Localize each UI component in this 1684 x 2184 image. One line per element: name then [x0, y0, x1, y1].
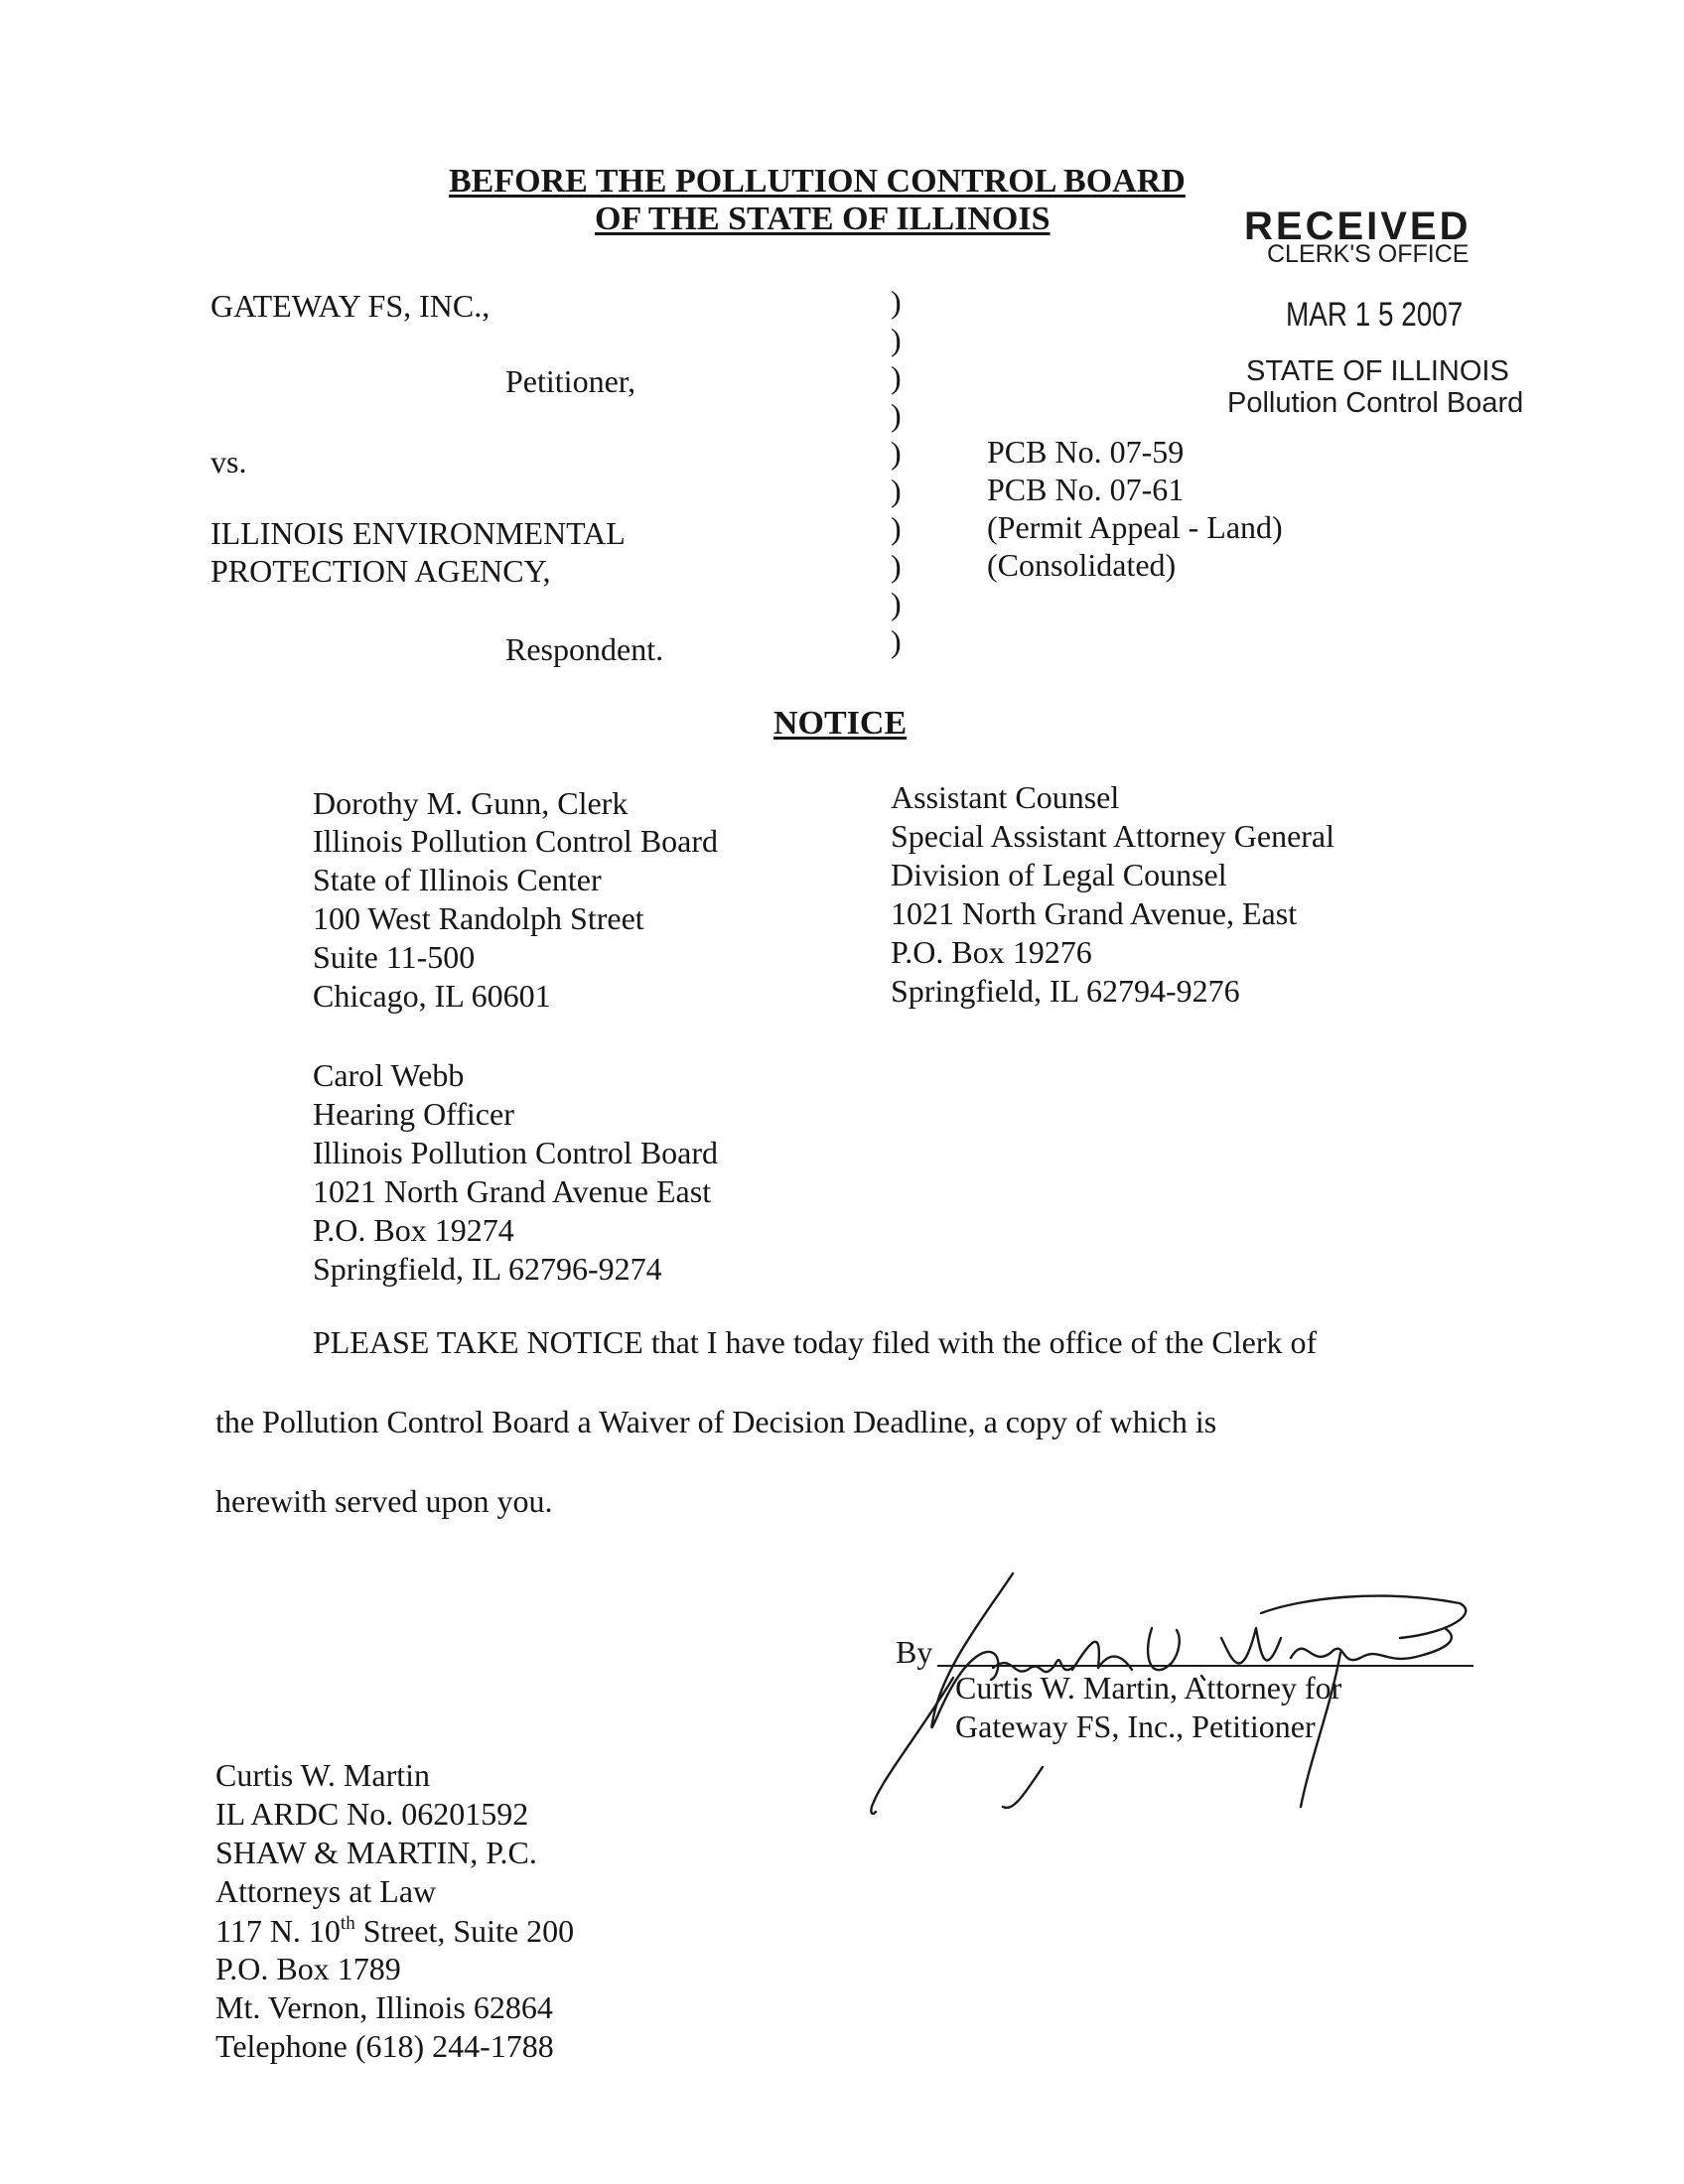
attorney-po-box: P.O. Box 1789	[215, 1951, 401, 1986]
address-line: State of Illinois Center	[313, 862, 602, 897]
respondent-line1: ILLINOIS ENVIRONMENTAL	[210, 515, 626, 551]
street-number: 117 N. 10	[215, 1913, 341, 1949]
signer-line1: Curtis W. Martin, Attorney for	[955, 1670, 1342, 1706]
address-line: Dorothy M. Gunn, Clerk	[313, 785, 629, 821]
stamp-date: MAR 1 5 2007	[1286, 296, 1464, 334]
case-line: PCB No. 07-61	[987, 472, 1185, 507]
address-line: P.O. Box 19274	[313, 1212, 514, 1248]
street-rest: Street, Suite 200	[354, 1913, 575, 1949]
versus: vs.	[210, 444, 247, 479]
address-line: 100 West Randolph Street	[313, 900, 644, 936]
petitioner-role: Petitioner,	[505, 363, 636, 399]
paren: )	[891, 548, 902, 584]
address-line: Special Assistant Attorney General	[891, 818, 1335, 854]
stamp-received: RECEIVED	[1244, 205, 1472, 248]
respondent-role: Respondent.	[505, 631, 664, 667]
attorney-name: Curtis W. Martin	[215, 1757, 431, 1793]
paren: )	[891, 510, 902, 546]
attorney-street	[215, 1914, 574, 1947]
street-suffix: th	[340, 1913, 355, 1934]
notice-title: NOTICE	[773, 705, 908, 742]
attorney-firm: SHAW & MARTIN, P.C.	[215, 1835, 537, 1870]
paren: )	[891, 623, 902, 659]
address-line: P.O. Box 19276	[891, 934, 1092, 970]
signer-line2: Gateway FS, Inc., Petitioner	[955, 1708, 1316, 1744]
petitioner-name: GATEWAY FS, INC.,	[210, 288, 491, 324]
paren: )	[891, 322, 902, 357]
address-line: Illinois Pollution Control Board	[313, 823, 719, 859]
stamp-board: Pollution Control Board	[1227, 387, 1524, 419]
address-line: Division of Legal Counsel	[891, 857, 1227, 892]
stamp-state: STATE OF ILLINOIS	[1246, 355, 1509, 387]
case-line: PCB No. 07-59	[987, 434, 1185, 470]
paren: )	[891, 473, 902, 508]
attorney-title: Attorneys at Law	[215, 1873, 437, 1909]
body-line: PLEASE TAKE NOTICE that I have today filed with the office of the Clerk of	[313, 1324, 1318, 1360]
address-line: Assistant Counsel	[891, 779, 1120, 815]
address-line: Carol Webb	[313, 1057, 465, 1093]
respondent-line2: PROTECTION AGENCY,	[210, 553, 551, 589]
address-line: Suite 11-500	[313, 939, 476, 975]
paren: )	[891, 284, 902, 320]
address-line: Chicago, IL 60601	[313, 978, 551, 1014]
board-title: BEFORE THE POLLUTION CONTROL BOARD	[449, 163, 1186, 200]
signature-by: By	[896, 1634, 933, 1670]
address-line: Hearing Officer	[313, 1096, 514, 1132]
address-line: 1021 North Grand Avenue, East	[891, 895, 1298, 931]
attorney-ardc: IL ARDC No. 06201592	[215, 1796, 529, 1832]
state-title: OF THE STATE OF ILLINOIS	[595, 201, 1051, 237]
paren: )	[891, 397, 902, 433]
attorney-phone: Telephone (618) 244-1788	[215, 2028, 554, 2064]
attorney-city: Mt. Vernon, Illinois 62864	[215, 1989, 553, 2025]
body-line: herewith served upon you.	[215, 1483, 553, 1519]
signature-line	[937, 1665, 1474, 1667]
stamp-office: CLERK'S OFFICE	[1267, 240, 1470, 268]
address-line: Springfield, IL 62794-9276	[891, 973, 1240, 1009]
address-line: 1021 North Grand Avenue East	[313, 1173, 712, 1209]
case-line: (Permit Appeal - Land)	[987, 509, 1283, 545]
address-line: Springfield, IL 62796-9274	[313, 1251, 662, 1287]
paren: )	[891, 359, 902, 395]
address-line: Illinois Pollution Control Board	[313, 1135, 719, 1170]
body-line: the Pollution Control Board a Waiver of Decision Deadline, a copy of which is	[215, 1404, 1217, 1439]
paren: )	[891, 586, 902, 621]
paren: )	[891, 435, 902, 471]
case-line: (Consolidated)	[987, 547, 1177, 583]
